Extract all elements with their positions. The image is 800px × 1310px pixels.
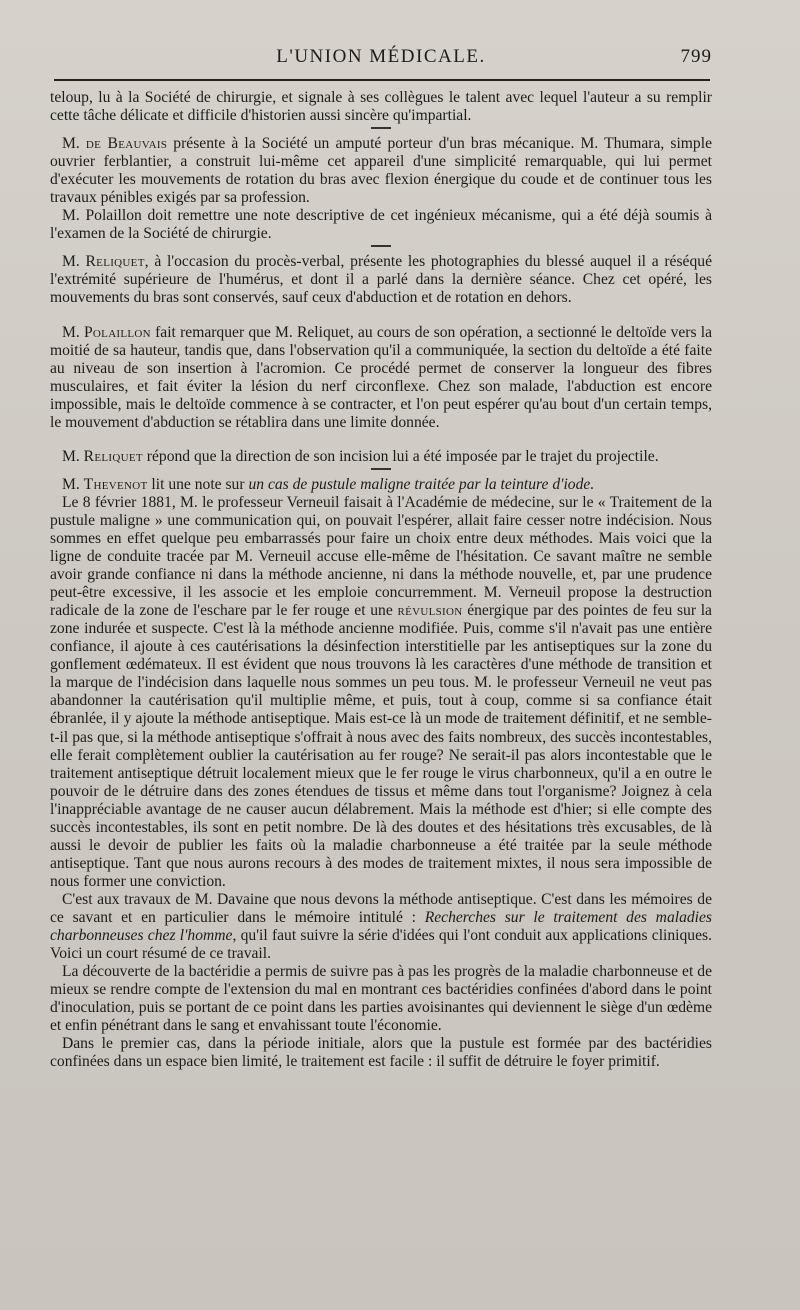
paragraph <box>50 207 712 243</box>
text-run: répond que la direction de son incision lui a été imposée par le trajet du projectile. <box>142 447 659 465</box>
paragraph <box>50 89 712 125</box>
paragraph <box>50 253 712 307</box>
paragraph <box>50 891 712 963</box>
text-run: , à l'occasion du procès-verbal, présente les photographies du blessé auquel il a réséqué l'extrémité supérieure de l'humérus, et dont il a parlé dans la dernière séance. Chez cet opéré, les mouvements du bras sont conservés, sauf ceux d'abduction et de rotation en dehors. <box>50 253 712 307</box>
text-run: M. <box>62 253 86 271</box>
name-smallcaps: de Beauvais <box>85 135 168 153</box>
text-run: , qu'il faut suivre la série d'idées qui l'ont conduit aux applications cliniques. Voici un court résumé de ce travail. <box>50 927 712 963</box>
text-run: fait remarquer que M. Reliquet, au cours de son opération, a sectionné le deltoïde vers la moitié de sa hauteur, tandis que, dans l'observation qu'il a communiquée, la section du deltoïde a été faite au niveau de son insertion à l'acromion. Ce procédé permet de conserver la longueur des fibres musculaires, et fait éviter la lésion du nerf circonflexe. Chez son malade, l'abduction est encore impossible, mais le deltoïde commence à se contracter, et l'on peut espérer qu'au bout d'un certain temps, le mouvement d'abduction se rétablira dans une limite donnée. <box>50 323 712 431</box>
text-run: Le 8 février 1881, M. le professeur Verneuil faisait à l'Académie de médecine, sur le « Traitement de la pustule maligne » une communication qui, on pouvait l'espérer, allait faire cesser notre indécision. Nous sommes en effet quelque peu embarrassés pour faire un choix entre deux méthodes. Mais voici que la ligne de conduite tracée par M. Verneuil accuse elle-même de l'hésitation. Ce savant maître ne semble avoir grande confiance ni dans la méthode ancienne, ni dans la méthode nouvelle, et, par une prudence peut-être excessive, il les associe et les emploie concurremment. M. Verneuil propose la destruction radicale de la zone de l'eschare par le fer rouge et une <box>50 493 712 620</box>
name-smallcaps: révulsion <box>397 602 463 620</box>
text-run: M. <box>62 323 84 341</box>
body-text <box>50 89 712 1071</box>
text-run: C'est aux travaux de M. Davaine que nous devons la méthode antiseptique. C'est dans les mémoires de ce savant et en particulier dans le mémoire intitulé : <box>50 890 712 926</box>
text-run: M. <box>62 447 84 465</box>
text-run: M. <box>62 475 84 493</box>
separator-rule <box>371 127 391 129</box>
text-run: lit une note sur <box>147 475 249 493</box>
paragraph <box>50 448 712 466</box>
separator-rule <box>371 468 391 470</box>
text-run: présente à la Société un amputé porteur d'un bras mécanique. M. Thumara, simple ouvrier ferblantier, a construit lui-même cet appareil d'une simplicité remarquable, qui lui permet d'exécuter les mouvements de rotation du bras avec flexion énergique du coude et de continuer tous les travaux pénibles exigés par sa profession. <box>50 135 712 207</box>
text-run: teloup, lu à la Société de chirurgie, et signale à ses collègues le talent avec lequel l'auteur a su remplir cette tâche délicate et difficile d'historien aussi sincère qu'impartial. <box>50 89 712 125</box>
paragraph <box>50 1035 712 1071</box>
text-run: Dans le premier cas, dans la période initiale, alors que la pustule est formée par des bactéridies confinées dans un espace bien limité, le traitement est facile : il suffit de détruire le foyer primitif. <box>50 1035 712 1071</box>
header-rule <box>54 79 710 81</box>
name-smallcaps: Reliquet <box>85 253 145 271</box>
running-head: L'UNION MÉDICALE. <box>276 46 486 67</box>
separator-rule <box>371 245 391 247</box>
paragraph <box>50 963 712 1035</box>
text-run: La découverte de la bactéridie a permis de suivre pas à pas les progrès de la maladie charbonneuse et de mieux se rendre compte de l'extension du mal en montrant ces bactéridies confinées d'abord dans le point d'inoculation, puis se portant de ce point dans les parties avoisinantes qui deviennent le siège d'un œdème et enfin pénétrant dans le sang et envahissant toute l'économie. <box>50 963 712 1035</box>
page-header <box>50 46 712 72</box>
paragraph <box>50 135 712 207</box>
paragraph <box>50 324 712 432</box>
italic-text: un cas de pustule maligne traitée par la teinture d'iode. <box>248 475 595 493</box>
paragraph <box>50 476 712 494</box>
name-smallcaps: Polaillon <box>83 323 151 341</box>
text-run: M. Polaillon doit remettre une note descriptive de cet ingénieux mécanisme, qui a été déjà soumis à l'examen de la Société de chirurgie. <box>50 207 712 243</box>
name-smallcaps: Reliquet <box>83 447 143 465</box>
page-number: 799 <box>680 46 712 67</box>
text-run: M. <box>62 135 86 153</box>
italic-text: Recherches sur le traitement des maladies charbonneuses chez l'homme <box>50 908 712 945</box>
paragraph <box>50 494 712 891</box>
name-smallcaps: Thevenot <box>83 475 148 493</box>
text-run: énergique par des pointes de feu sur la zone indurée et suspecte. C'est là la méthode ancienne modifiée. Puis, comme s'il n'avait pas une entière confiance, il ajoute à ces cautérisations la désinfection interstitielle par les antiseptiques sur la zone du gonflement œdémateux. Il est évident que nous trouvons là les caractères d'une méthode de transition et la marque de l'indécision dans laquelle nous sommes un peu tous. M. le professeur Verneuil ne veut pas abandonner la cautérisation qu'il multiplie même, et puis, tout à coup, comme si sa confiance était ébranlée, il y ajoute la méthode antiseptique. Mais est-ce là un mode de traitement définitif, et ne semble-t-il pas que, si la méthode antiseptique s'offrait à nous avec des faits nombreux, des succès incontestables, elle ferait complètement oublier la cautérisation au fer rouge? Ne serait-il pas alors incontestable que le traitement antiseptique détruit localement mieux que le fer rouge le virus charbonneux, qu'il a en outre le pouvoir de le détruire dans des zones étendues de tissus et même dans tout l'organisme? Joignez à cela l'inappréciable avantage de ne causer aucun délabrement. Mais la méthode est d'hier; si elle compte des succès incontestables, ils sont en petit nombre. De là des doutes et des hésitations très excusables, de là aussi le devoir de publier les faits où la maladie charbonneuse a été traitée par la seule méthode antiseptique. Tant que nous aurons recours à des modes de traitement mixtes, il nous sera impossible de nous former une conviction. <box>50 602 712 890</box>
